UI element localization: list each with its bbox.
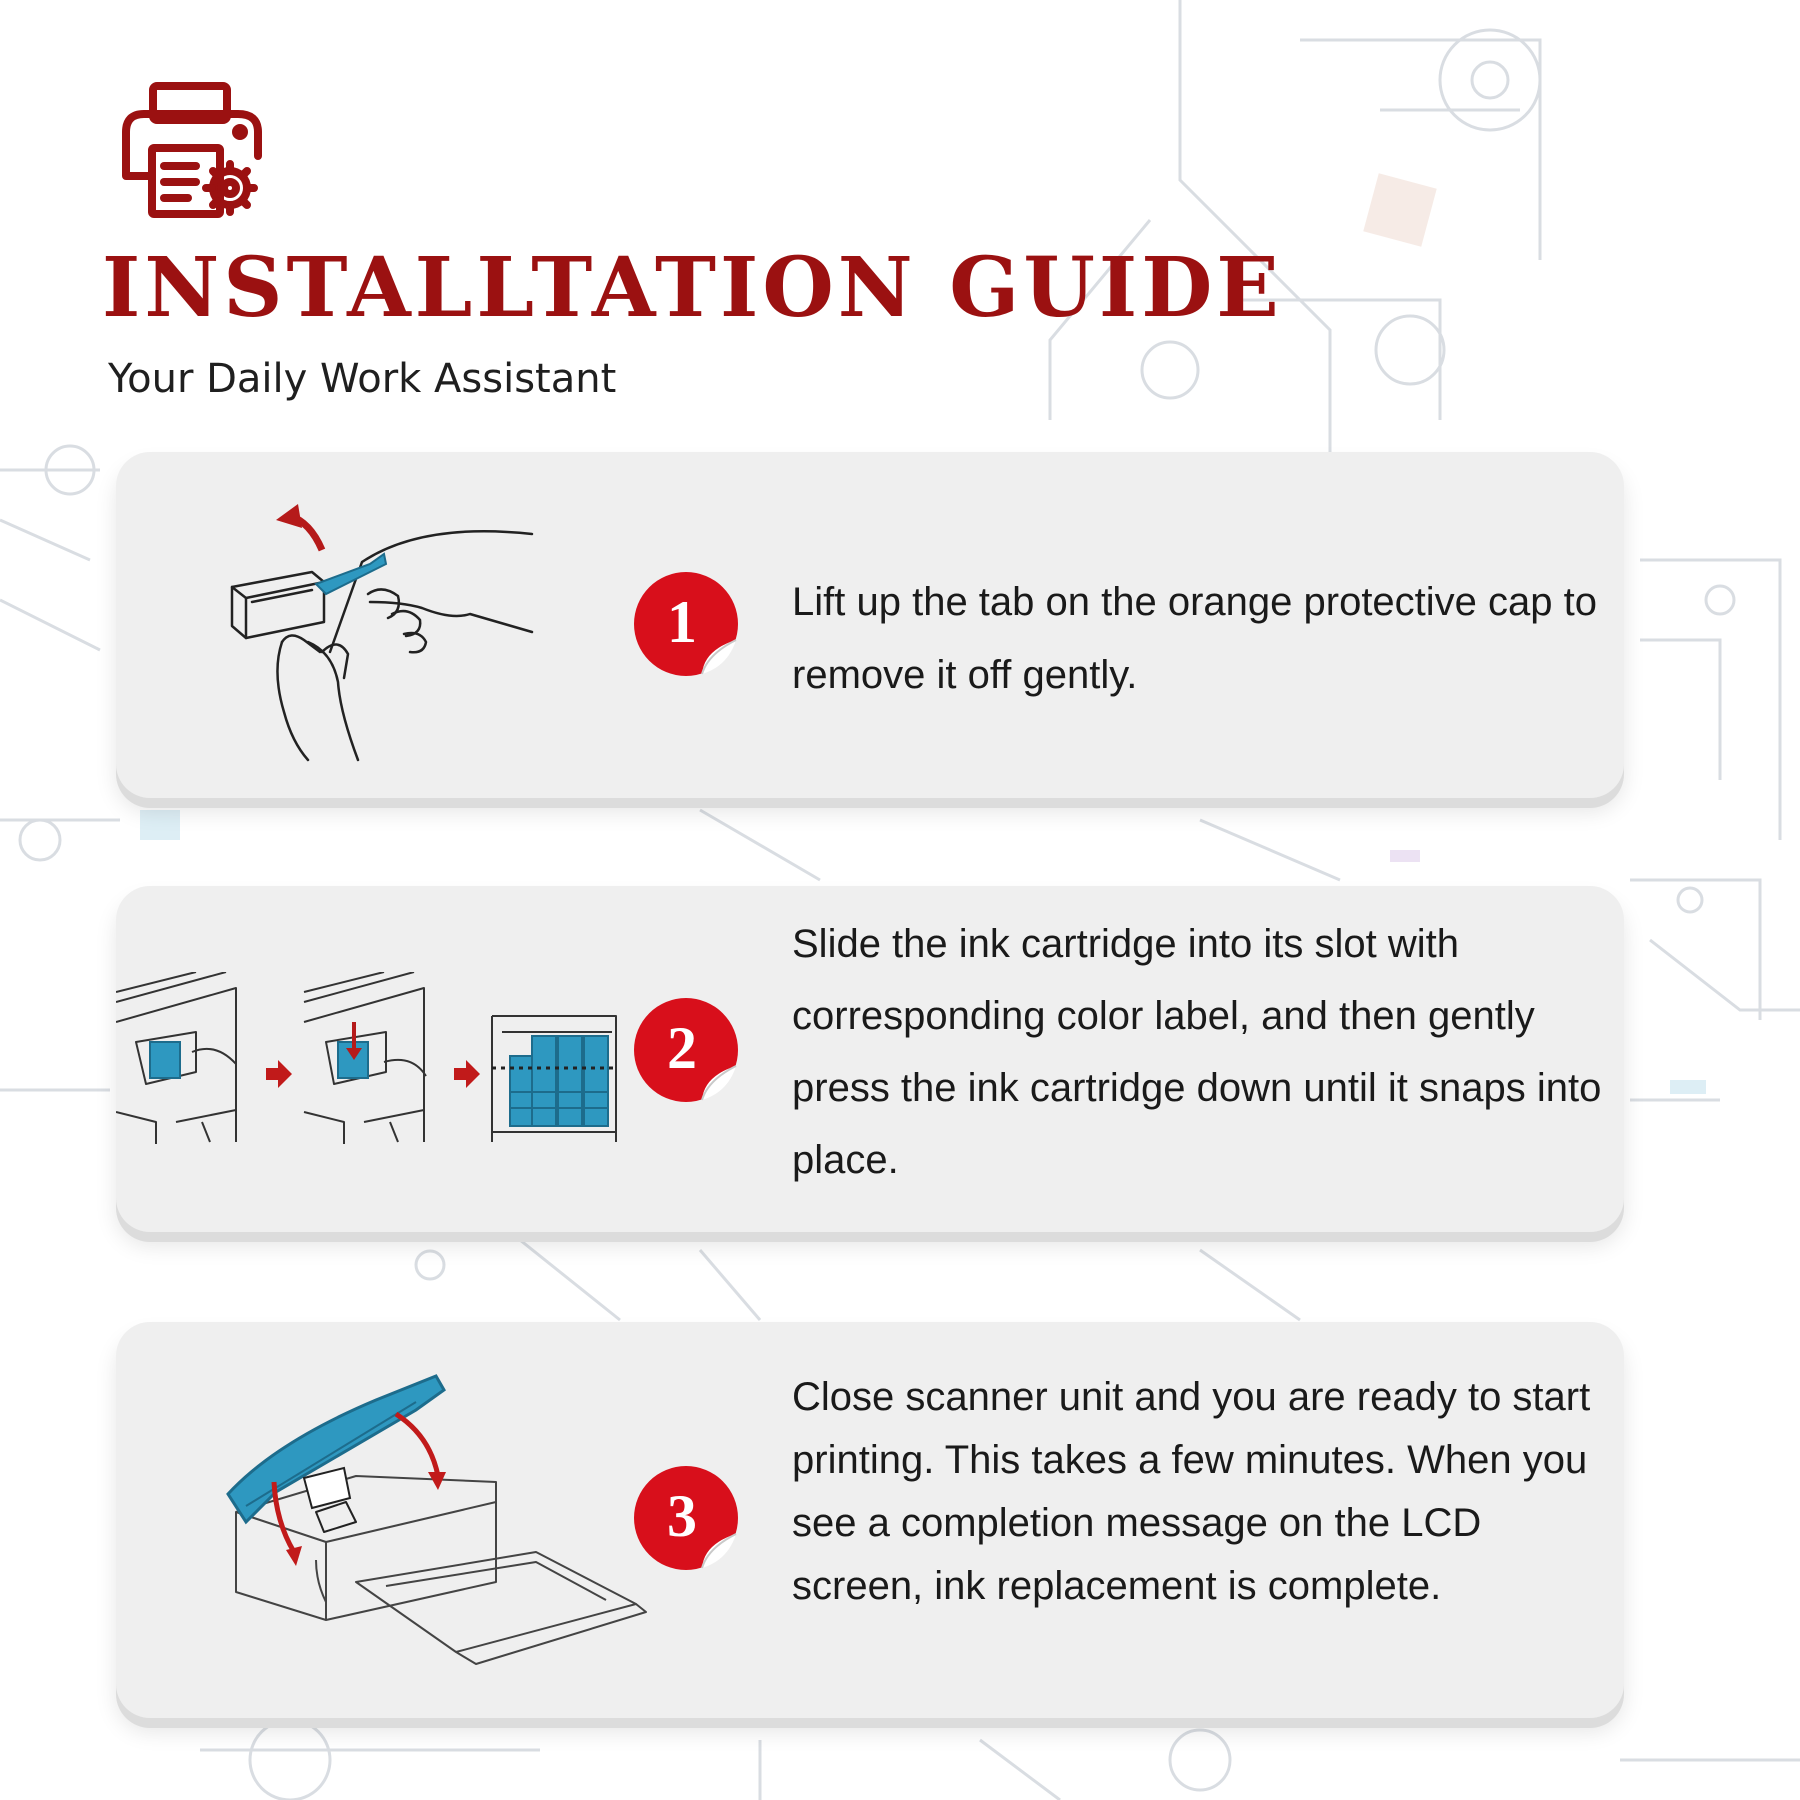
step-number-1: 1 <box>667 589 697 655</box>
page-subtitle: Your Daily Work Assistant <box>108 356 617 402</box>
step-number-badge-1 <box>632 570 740 678</box>
step-number-badge-3 <box>632 1464 740 1572</box>
step-text-2: Slide the ink cartridge into its slot with corresponding color label, and then gently press the ink cartridge down until it snaps into place. <box>792 922 1602 1182</box>
step-card-1 <box>116 452 1624 798</box>
step-text-1: Lift up the tab on the orange protective cap to remove it off gently. <box>792 580 1597 697</box>
step-number-3: 3 <box>667 1483 697 1549</box>
close-scanner-unit-illustration <box>216 1372 666 1672</box>
step-number-2: 2 <box>667 1015 697 1081</box>
step-card-3 <box>116 1322 1624 1718</box>
step-text-3: Close scanner unit and you are ready to start printing. This takes a few minutes. When you see a completion message on the LCD screen, ink replacement is complete. <box>792 1375 1591 1608</box>
page-title: INSTALLTATION GUIDE <box>102 240 1283 336</box>
insert-ink-cartridge-illustration <box>116 972 626 1152</box>
remove-protective-cap-illustration <box>212 502 552 762</box>
printer-gear-icon <box>118 80 268 220</box>
step-number-badge-2 <box>632 996 740 1104</box>
step-card-2 <box>116 886 1624 1232</box>
